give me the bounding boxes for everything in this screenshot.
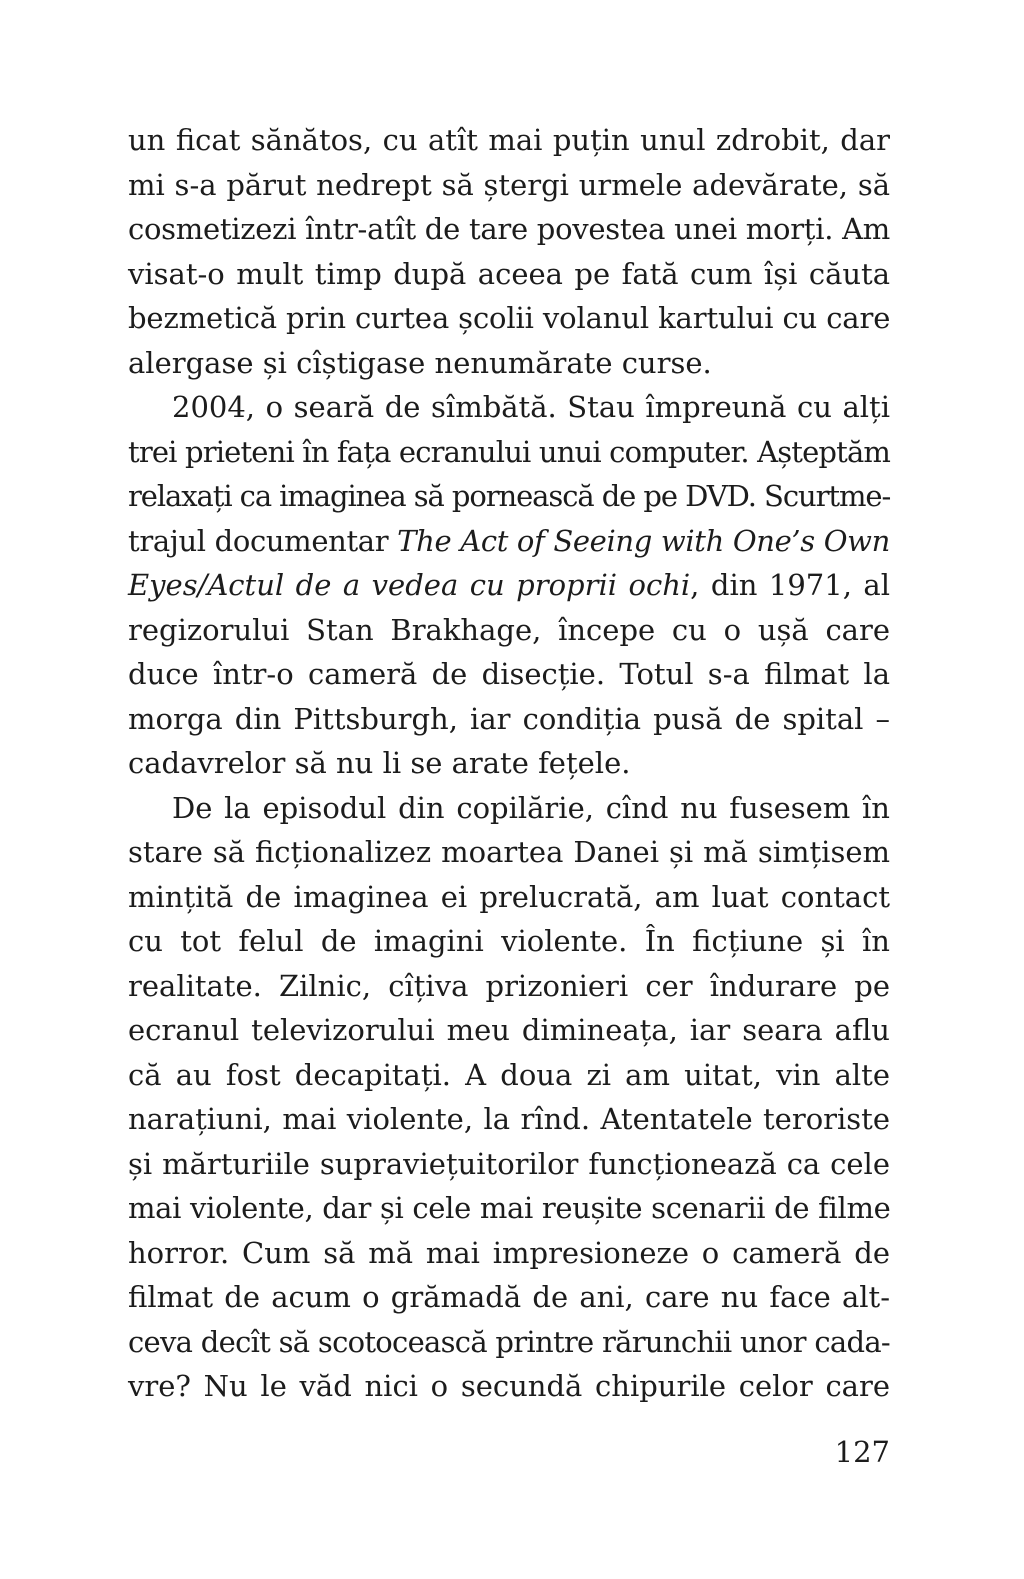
text-line: și mărturiile supraviețuitorilor funcționează ca cele	[128, 1146, 890, 1181]
text-line: relaxați ca imaginea să pornească de pe DVD. Scurtme-	[128, 479, 891, 513]
text-line: cadavrelor să nu li se arate fețele.	[128, 746, 631, 780]
text-line: regizorului Stan Brakhage, începe cu o ușă care	[128, 612, 890, 647]
text-line: cu tot felul de imagini violente. În ficțiune și în	[128, 924, 890, 958]
text-line	[128, 519, 890, 564]
text-line: filmat de acum o grămadă de ani, care nu face alt-	[128, 1280, 890, 1314]
text-run: , din 1971, al	[690, 568, 890, 602]
text-line: 2004, o seară de sîmbătă. Stau împreună cu alți	[172, 390, 890, 424]
text-run: trajul documentar	[128, 523, 398, 558]
text-line: cosmetizezi într-atît de tare povestea unei morți. Am	[128, 212, 890, 246]
text-line	[128, 563, 890, 608]
film-title-italic: The Act of Seeing with One’s Own	[397, 523, 890, 558]
text-line: ecranul televizorului meu dimineața, iar seara aflu	[128, 1013, 890, 1047]
text-line: narațiuni, mai violente, la rînd. Atentatele teroriste	[128, 1102, 890, 1136]
text-line: bezmetică prin curtea școlii volanul kartului cu care	[128, 301, 891, 335]
text-line: că au fost decapitați. A doua zi am uitat, vin alte	[128, 1057, 890, 1092]
film-title-italic: Eyes/Actul de a vedea cu proprii ochi	[128, 568, 691, 602]
text-line: mi s-a părut nedrept să ștergi urmele adevărate, să	[128, 167, 890, 202]
body-text	[128, 118, 890, 1409]
text-line: ceva decît să scotocească printre rărunchii unor cada-	[128, 1324, 890, 1359]
page-number: 127	[834, 1435, 890, 1469]
text-line: morga din Pittsburgh, iar condiția pusă de spital –	[128, 701, 890, 736]
text-line: vre? Nu le văd nici o secundă chipurile celor care	[128, 1369, 890, 1403]
text-line: De la episodul din copilărie, cînd nu fusesem în	[172, 790, 890, 825]
text-line: mai violente, dar și cele mai reușite scenarii de filme	[128, 1191, 891, 1225]
text-line: un ficat sănătos, cu atît mai puțin unul zdrobit, dar	[128, 123, 890, 157]
text-line: realitate. Zilnic, cîțiva prizonieri cer îndurare pe	[128, 968, 890, 1003]
text-line: duce într-o cameră de disecție. Totul s-a filmat la	[128, 657, 890, 691]
text-line: mințită de imaginea ei prelucrată, am luat contact	[128, 879, 890, 914]
text-line: horror. Cum să mă mai impresioneze o cameră de	[128, 1235, 890, 1270]
text-line: visat-o mult timp după aceea pe fată cum își căuta	[128, 256, 890, 291]
text-line: stare să ficționalizez moartea Danei și mă simțisem	[128, 835, 890, 869]
text-line: alergase și cîștigase nenumărate curse.	[128, 345, 712, 380]
text-line: trei prieteni în fața ecranului unui computer. Așteptăm	[128, 434, 891, 469]
